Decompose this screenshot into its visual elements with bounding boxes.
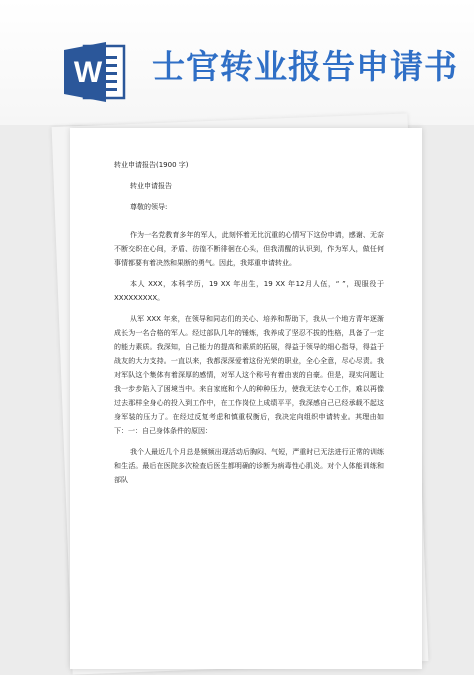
header-banner bbox=[0, 0, 474, 125]
word-document-icon bbox=[64, 40, 126, 104]
document-subheading: 转业申请报告 bbox=[130, 182, 172, 190]
document-page bbox=[70, 128, 422, 669]
salutation: 尊敬的领导: bbox=[130, 203, 168, 211]
body-paragraph: 作为一名党教育多年的军人，此刻怀着无比沉重的心情写下这份申请，感谢、无奈不断交织在心间，矛盾、彷徨不断徘徊在心头，但我清醒的认识到，作为军人，做任何事情都要有着决然和果断的勇气。因此，我郑重申请转业。 bbox=[114, 231, 384, 267]
body-paragraph: 我个人最近几个月总是频频出现活动后胸闷、气短，严重时已无法进行正常的训练和生活。最后在医院多次检查后医生都明确的诊断为病毒性心肌炎。对个人体能训练和部队 bbox=[114, 448, 384, 484]
body-paragraph: 本人 XXX，本科学历，19 XX 年出生，19 XX 年12月人伍，“ ”，现服役于XXXXXXXXX。 bbox=[114, 280, 384, 302]
document-body bbox=[114, 158, 384, 494]
body-paragraph: 从军 XXX 年来，在领导和同志们的关心、培养和帮助下，我从一个地方青年逐渐成长为一名合格的军人。经过部队几年的锤炼，我养成了坚忍不拔的性格，具备了一定的能力素质。我深知，自己能力的提高和素质的拓展，得益于领导的细心指导，得益于战友的大力支持。一直以来，我都深深爱着这份光荣的职业，全心全意，尽心尽责。我对军队这个集体有着深厚的感情，对军人这个称号有着由衷的自豪。但是，现实问题让我一步步陷入了困境当中。来自家庭和个人的种种压力，使我无法专心工作，难以再像过去那样全身心的投入到工作中，在工作岗位上成绩平平，我深感自己已经承载不起这身军装的压力了。在经过反复考虑和慎重权衡后，我决定向组织申请转业。其理由如下：一：自己身体条件的原因： bbox=[114, 315, 384, 435]
document-title: 士官转业报告申请书 bbox=[152, 47, 458, 86]
word-logo-letter: W bbox=[73, 56, 103, 89]
document-heading: 转业申请报告(1900 字) bbox=[114, 161, 189, 169]
